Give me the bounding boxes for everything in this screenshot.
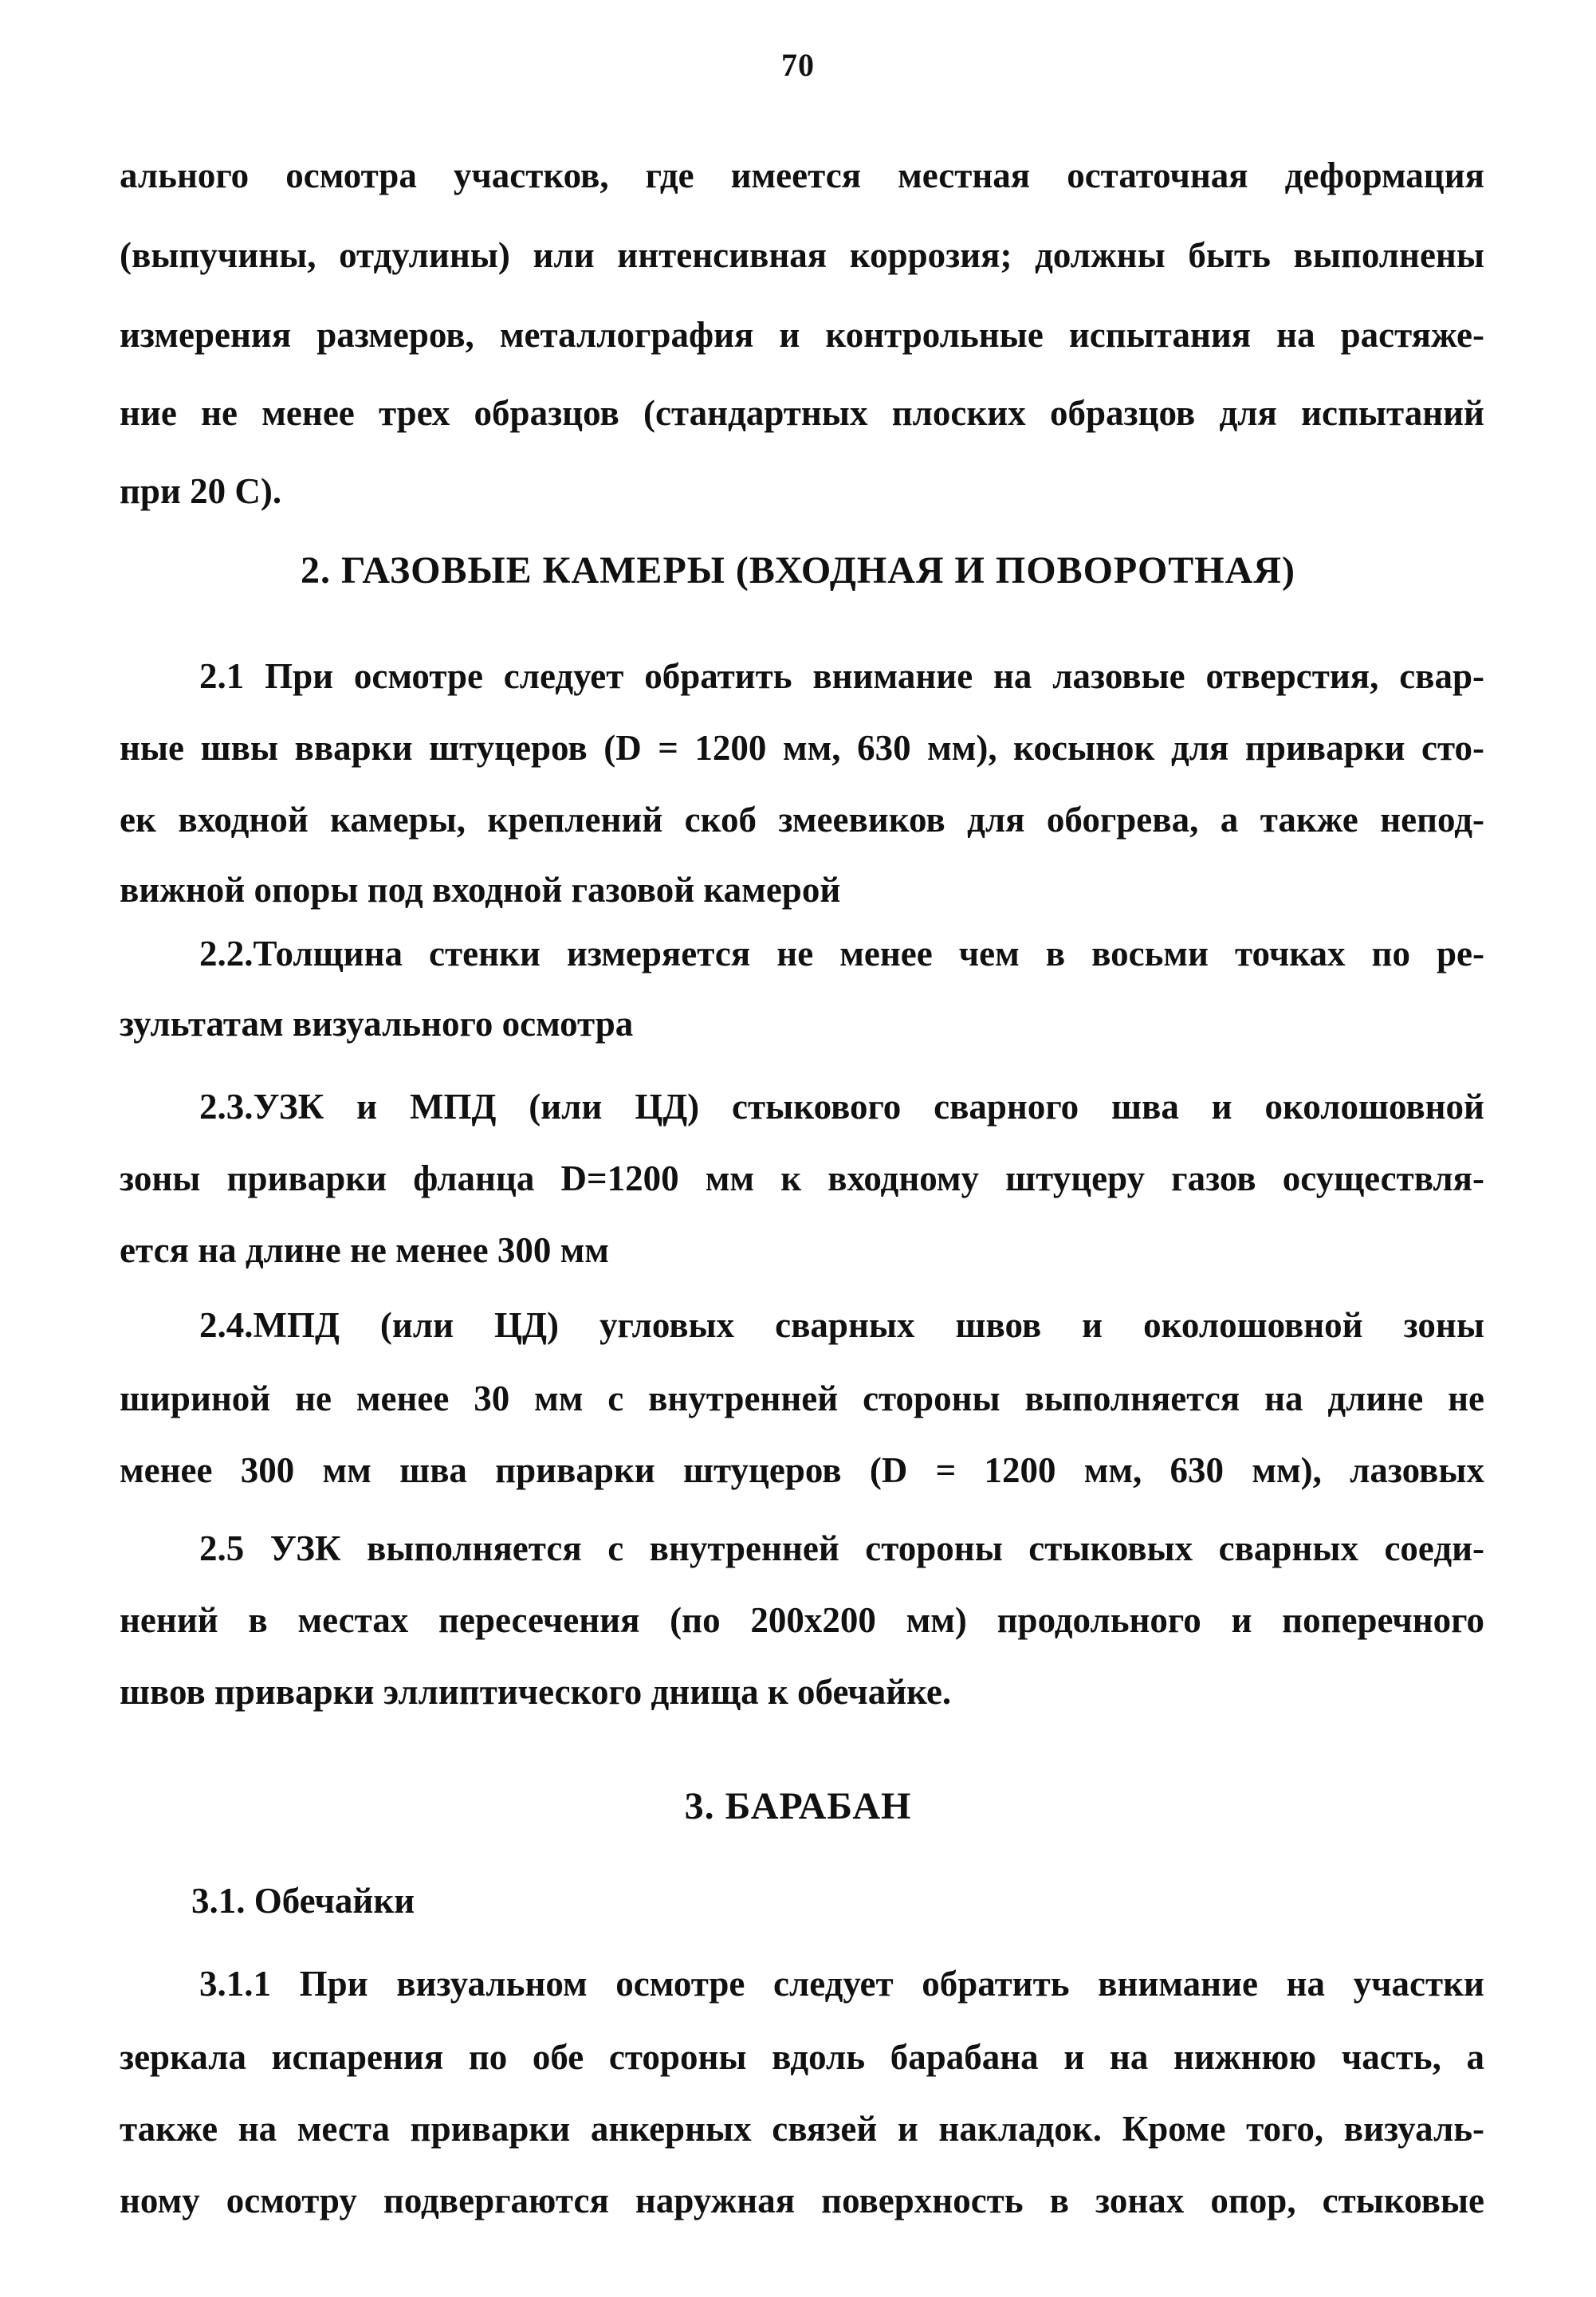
text-line: 2.2.Толщина стенки измеряется не менее чем в восьми точках по ре- xyxy=(199,934,1484,973)
section-2-heading: 2. ГАЗОВЫЕ КАМЕРЫ (ВХОДНАЯ И ПОВОРОТНАЯ) xyxy=(301,549,1295,592)
text-line: ные швы вварки штуцеров (D = 1200 мм, 630 мм), косынок для приварки сто- xyxy=(120,728,1484,768)
text-line: 2.3.УЗК и МПД (или ЦД) стыкового сварного шва и околошовной xyxy=(199,1087,1484,1127)
text-line: ального осмотра участков, где имеется местная остаточная деформация xyxy=(120,155,1484,195)
text-line: измерения размеров, металлография и контрольные испытания на растяже- xyxy=(120,315,1484,355)
text-line: ек входной камеры, креплений скоб змеевиков для обогрева, а также непод- xyxy=(120,800,1484,840)
text-line: также на места приварки анкерных связей и накладок. Кроме того, визуаль- xyxy=(120,2109,1484,2149)
text-line: ние не менее трех образцов (стандартных плоских образцов для испытаний xyxy=(120,393,1484,433)
text-line: (выпучины, отдулины) или интенсивная коррозия; должны быть выполнены xyxy=(120,235,1484,275)
text-line: нений в местах пересечения (по 200х200 мм) продольного и поперечного xyxy=(120,1600,1484,1640)
text-line: зеркала испарения по обе стороны вдоль барабана и на нижнюю часть, а xyxy=(120,2037,1484,2077)
section-3-heading: 3. БАРАБАН xyxy=(684,1785,912,1827)
text-line: при 20 С). xyxy=(120,471,282,511)
subsection-3-1-heading: 3.1. Обечайки xyxy=(191,1881,415,1921)
text-line: 2.5 УЗК выполняется с внутренней стороны стыковых сварных соеди- xyxy=(199,1528,1484,1568)
text-line: вижной опоры под входной газовой камерой xyxy=(120,870,841,910)
text-line: зоны приварки фланца D=1200 мм к входному штуцеру газов осуществля- xyxy=(120,1158,1484,1198)
text-line: 2.4.МПД (или ЦД) угловых сварных швов и околошовной зоны xyxy=(199,1305,1484,1345)
page-number: 70 xyxy=(781,47,815,83)
text-line: ному осмотру подвергаются наружная поверхность в зонах опор, стыковые xyxy=(120,2181,1484,2220)
text-line: менее 300 мм шва приварки штуцеров (D = 1200 мм, 630 мм), лазовых xyxy=(120,1450,1484,1490)
text-line: 2.1 При осмотре следует обратить внимание на лазовые отверстия, свар- xyxy=(199,656,1484,696)
text-line: зультатам визуального осмотра xyxy=(120,1004,634,1044)
text-line: 3.1.1 При визуальном осмотре следует обратить внимание на участки xyxy=(199,1964,1484,2004)
text-line: ется на длине не менее 300 мм xyxy=(120,1230,609,1270)
text-line: швов приварки эллиптического днища к обечайке. xyxy=(120,1672,952,1712)
text-line: шириной не менее 30 мм с внутренней стороны выполняется на длине не xyxy=(120,1379,1484,1418)
